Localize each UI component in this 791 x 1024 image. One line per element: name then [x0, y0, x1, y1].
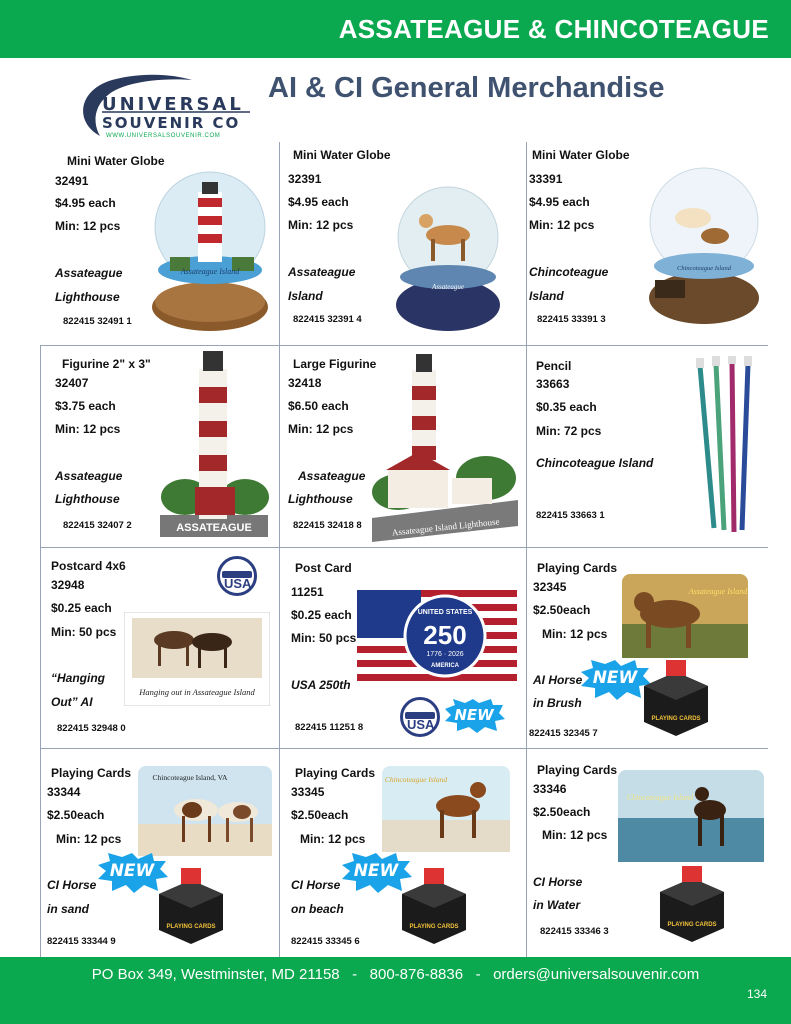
product-desc: Island	[288, 289, 323, 303]
product-price: $0.35 each	[536, 400, 597, 414]
product-desc: Assateague	[55, 266, 123, 280]
product-upc: 822415 32948 0	[57, 723, 126, 734]
page-number: 134	[746, 987, 767, 1001]
product-sku: 33346	[533, 782, 567, 796]
globe-label: Assateague Island	[180, 267, 240, 276]
footer-bar	[0, 957, 791, 1024]
product-desc: Lighthouse	[288, 492, 353, 506]
product-desc: Chincoteague	[529, 265, 609, 279]
lighthouse-figurine-image	[155, 347, 273, 542]
product-name: Mini Water Globe	[532, 148, 630, 162]
made-in-usa-badge	[400, 697, 440, 737]
product-sku: 32491	[55, 174, 89, 188]
globe-label: Chincoteague Island	[677, 265, 731, 272]
product-price: $6.50 each	[288, 399, 349, 413]
product-upc: 822415 32407 2	[63, 520, 132, 531]
product-price: $0.25 each	[291, 608, 352, 622]
product-desc: Out” AI	[51, 695, 93, 709]
product-name: Playing Cards	[537, 561, 618, 575]
product-sku: 33663	[536, 377, 570, 391]
water-globe-lighthouse-image	[150, 162, 270, 332]
product-min: Min: 72 pcs	[536, 424, 602, 438]
product-sku: 33345	[291, 785, 325, 799]
product-desc: USA 250th	[291, 678, 351, 692]
box-label: PLAYING CARDS	[651, 716, 701, 722]
grid-divider	[40, 748, 768, 749]
product-desc: on beach	[291, 902, 344, 916]
product-name: Postcard 4x6	[51, 559, 126, 573]
playing-card-horse-brush-image	[622, 574, 748, 658]
usa-250-postcard-image	[357, 590, 517, 686]
figurine-base-label: ASSATEAGUE	[176, 522, 252, 534]
card-box-image	[656, 866, 726, 942]
water-globe-pony-image	[393, 175, 503, 335]
usa250-years: 1776 · 2026	[426, 651, 464, 658]
product-price: $2.50each	[533, 805, 591, 819]
product-sku: 32407	[55, 376, 89, 390]
product-min: Min: 12 pcs	[529, 218, 595, 232]
product-sku: 32418	[288, 376, 322, 390]
card-caption: Chincoteague Island	[384, 775, 448, 784]
product-desc: CI Horse	[533, 875, 583, 889]
product-price: $4.95 each	[288, 195, 349, 209]
product-name: Mini Water Globe	[67, 154, 165, 168]
product-min: Min: 12 pcs	[288, 218, 354, 232]
product-desc: in Water	[533, 898, 581, 912]
product-desc: Lighthouse	[55, 290, 120, 304]
box-label: PLAYING CARDS	[409, 924, 459, 930]
product-name: Playing Cards	[295, 766, 376, 780]
product-sku: 32391	[288, 172, 322, 186]
made-in-usa-badge	[217, 556, 257, 596]
product-name: Figurine 2" x 3"	[62, 357, 151, 371]
box-label: PLAYING CARDS	[166, 924, 216, 930]
product-price: $2.50each	[291, 808, 349, 822]
logo-url: WWW.UNIVERSALSOUVENIR.COM	[106, 133, 221, 139]
product-min: Min: 12 pcs	[542, 828, 608, 842]
product-desc: in Brush	[533, 696, 582, 710]
grid-divider	[526, 142, 527, 957]
product-sku: 33344	[47, 785, 81, 799]
footer-contact: PO Box 349, Westminster, MD 21158 - 800-876-8836 - orders@universalsouvenir.com	[91, 966, 700, 983]
new-badge	[443, 699, 505, 733]
playing-card-horse-beach-image	[382, 766, 510, 852]
logo-text-line1: UNIVERSAL	[102, 94, 244, 115]
product-min: Min: 12 pcs	[55, 219, 121, 233]
product-upc: 822415 33346 3	[540, 926, 609, 937]
product-upc: 822415 33391 3	[537, 314, 606, 325]
product-price: $4.95 each	[55, 196, 116, 210]
product-name: Playing Cards	[537, 763, 618, 777]
card-caption: Chincoteague Island	[626, 793, 694, 802]
product-min: Min: 12 pcs	[56, 832, 122, 846]
product-min: Min: 50 pcs	[291, 631, 357, 645]
card-box-image	[398, 868, 468, 944]
new-badge-text: NEW	[353, 861, 399, 881]
product-desc: AI Horse	[533, 673, 583, 687]
product-desc: in sand	[47, 902, 90, 916]
box-label: PLAYING CARDS	[667, 922, 717, 928]
header-title: ASSATEAGUE & CHINCOTEAGUE	[338, 14, 769, 44]
product-desc: CI Horse	[291, 878, 341, 892]
product-desc: “Hanging	[51, 671, 105, 685]
grid-divider	[279, 548, 280, 957]
product-sku: 32345	[533, 580, 567, 594]
product-name: Playing Cards	[51, 766, 132, 780]
usa250-bottom-text: AMERICA	[431, 663, 459, 669]
badge-usa-text: USA	[407, 717, 435, 732]
product-desc: Assateague	[55, 469, 123, 483]
new-badge-text: NEW	[109, 861, 155, 881]
product-upc: 822415 32418 8	[293, 520, 362, 531]
figurine-base-label: Assateague Island Lighthouse	[391, 516, 500, 538]
page-title: AI & CI General Merchandise	[268, 72, 665, 104]
product-min: Min: 50 pcs	[51, 625, 117, 639]
product-sku: 33391	[529, 172, 563, 186]
grid-divider	[40, 345, 768, 346]
product-price: $2.50each	[533, 603, 591, 617]
water-globe-ponies-image	[645, 160, 763, 328]
card-box-image	[155, 868, 225, 944]
product-price: $2.50each	[47, 808, 105, 822]
product-price: $3.75 each	[55, 399, 116, 413]
header-bar	[0, 0, 791, 58]
product-sku: 11251	[291, 585, 324, 599]
card-caption: Chincoteague Island, VA	[152, 773, 228, 782]
grid-divider	[40, 345, 41, 957]
new-badge-text: NEW	[454, 706, 494, 724]
usa250-number: 250	[423, 620, 467, 650]
product-name: Large Figurine	[293, 357, 377, 371]
large-lighthouse-figurine-image	[368, 350, 520, 542]
product-min: Min: 12 pcs	[300, 832, 366, 846]
playing-card-horse-sand-image	[138, 766, 272, 856]
product-upc: 822415 32345 7	[529, 728, 598, 739]
pencil-image	[690, 356, 760, 536]
product-desc: Assateague	[298, 469, 366, 483]
product-upc: 822415 11251 8	[295, 722, 364, 733]
product-min: Min: 12 pcs	[55, 422, 121, 436]
product-desc: Island	[529, 289, 564, 303]
new-badge-text: NEW	[592, 668, 638, 688]
product-desc: Lighthouse	[55, 492, 120, 506]
product-upc: 822415 33344 9	[47, 936, 116, 947]
product-name: Mini Water Globe	[293, 148, 391, 162]
product-upc: 822415 32391 4	[293, 314, 362, 325]
product-desc: Assateague	[288, 265, 356, 279]
product-price: $4.95 each	[529, 195, 590, 209]
product-desc: CI Horse	[47, 878, 97, 892]
postcard-caption: Hanging out in Assateague Island	[139, 687, 255, 697]
logo-text-line2: SOUVENIR CO	[102, 114, 241, 132]
product-name: Post Card	[295, 561, 352, 575]
playing-card-horse-water-image	[618, 770, 764, 862]
product-min: Min: 12 pcs	[542, 627, 608, 641]
card-box-image	[640, 660, 710, 736]
company-logo	[72, 72, 254, 144]
product-name: Pencil	[536, 359, 572, 373]
product-upc: 822415 33663 1	[536, 510, 605, 521]
grid-divider	[40, 547, 768, 548]
product-desc: Chincoteague Island	[536, 456, 654, 470]
postcard-horses-image	[124, 612, 270, 706]
card-caption: Assateague Island	[688, 587, 748, 596]
badge-usa-text: USA	[224, 576, 252, 591]
product-sku: 32948	[51, 578, 85, 592]
product-upc: 822415 32491 1	[63, 316, 132, 327]
product-upc: 822415 33345 6	[291, 936, 360, 947]
usa250-top-text: UNITED STATES	[417, 609, 473, 616]
globe-label: Assateague	[432, 283, 464, 291]
product-price: $0.25 each	[51, 601, 112, 615]
product-min: Min: 12 pcs	[288, 422, 354, 436]
